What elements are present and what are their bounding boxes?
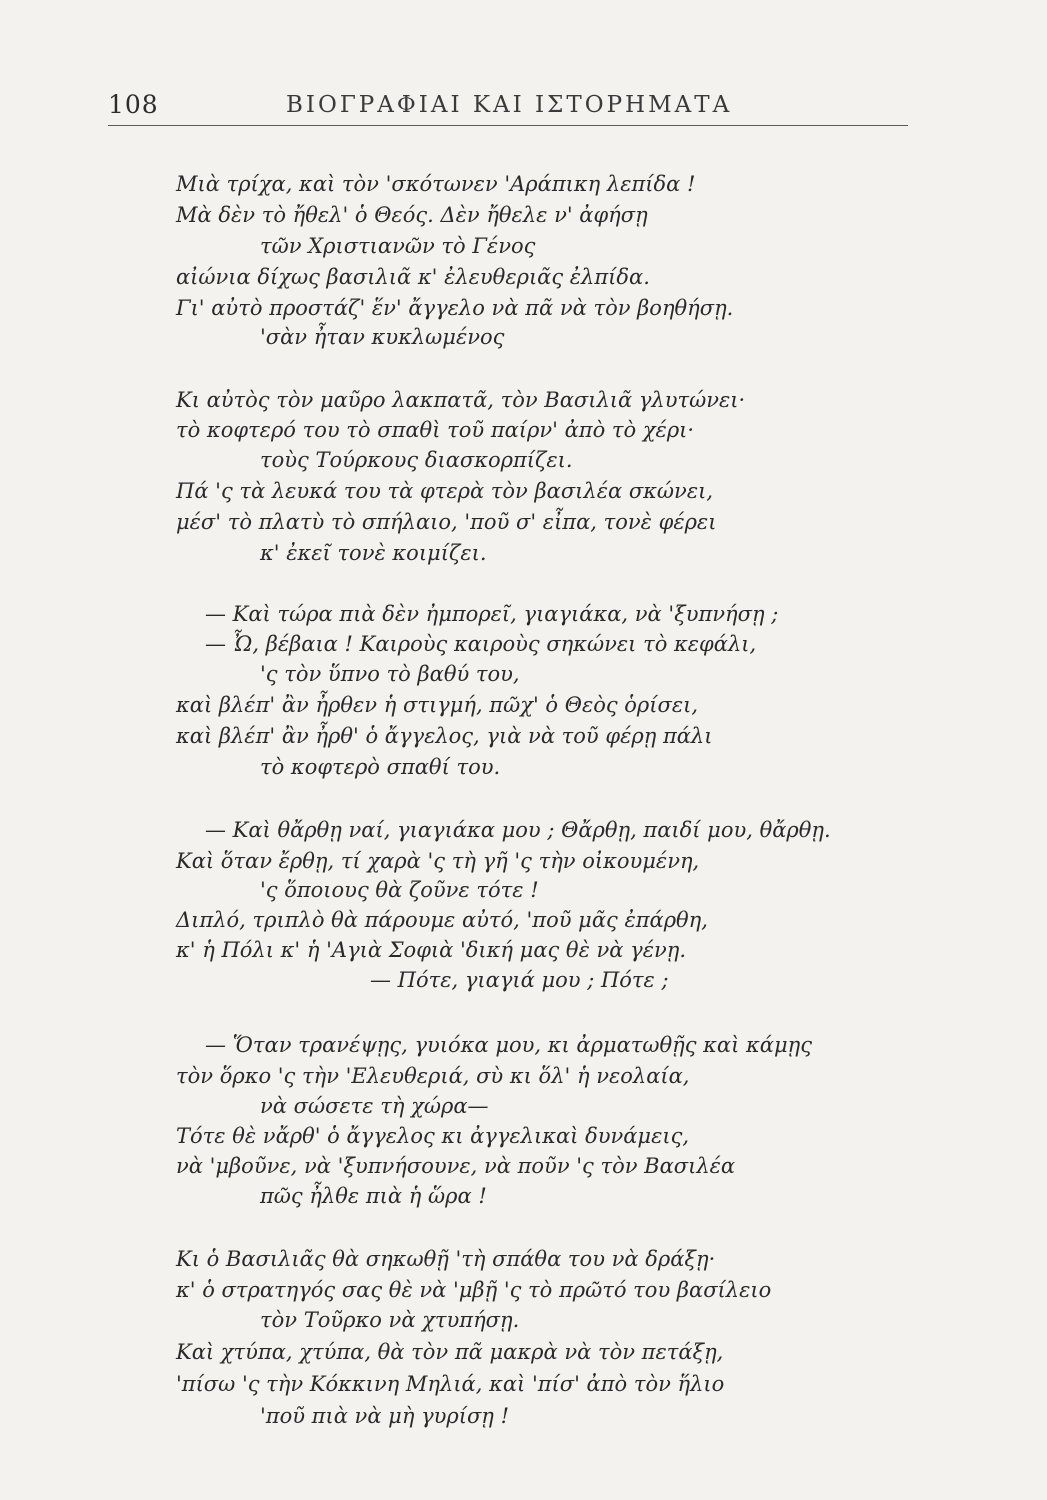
poem-line: αἰώνια δίχως βασιλιᾶ κ' ἐλευθεριᾶς ἐλπίδα. <box>176 265 650 289</box>
poem-line: — Ὦ, βέβαια ! Καιροὺς καιροὺς σηκώνει τὸ κεφάλι, <box>205 632 757 656</box>
poem-line: τῶν Χριστιανῶν τὸ Γένος <box>260 234 536 258</box>
poem-line: — Πότε, γιαγιά μου ; Πότε ; <box>370 968 669 992</box>
poem-line: 'ς τὸν ὕπνο τὸ βαθύ του, <box>260 662 520 686</box>
poem-line: μέσ' τὸ πλατὺ τὸ σπήλαιο, 'ποῦ σ' εἶπα, τονὲ φέρει <box>176 510 717 534</box>
poem-line: Κι ὁ Βασιλιᾶς θὰ σηκωθῇ 'τὴ σπάθα του νὰ δράξῃ· <box>176 1247 716 1271</box>
poem-line: τὸν ὅρκο 'ς τὴν 'Ελευθεριά, σὺ κι ὅλ' ἡ νεολαία, <box>176 1064 690 1088</box>
poem-line: κ' ἐκεῖ τονὲ κοιμίζει. <box>260 541 487 565</box>
poem-line: Πά 'ς τὰ λευκά του τὰ φτερὰ τὸν βασιλέα σκώνει, <box>176 479 713 503</box>
poem-line: Μὰ δὲν τὸ ἤθελ' ὁ Θεός. Δὲν ἤθελε ν' ἀφήσῃ <box>176 203 648 227</box>
poem-line: Μιὰ τρίχα, καὶ τὸν 'σκότωνεν 'Αράπικη λεπίδα ! <box>176 172 696 196</box>
page-number: 108 <box>108 90 159 119</box>
poem-line: 'ποῦ πιὰ νὰ μὴ γυρίσῃ ! <box>260 1404 510 1428</box>
poem-line: — Καὶ τώρα πιὰ δὲν ἠμπορεῖ, γιαγιάκα, νὰ 'ξυπνήσῃ ; <box>205 602 779 626</box>
poem-line: 'σὰν ἦταν κυκλωμένος <box>260 325 505 349</box>
poem-line: τὸ κοφτερὸ σπαθί του. <box>260 755 501 779</box>
poem-line: τοὺς Τούρκους διασκορπίζει. <box>260 448 573 472</box>
poem-line: 'ς ὅποιους θὰ ζοῦνε τότε ! <box>260 878 539 902</box>
poem-line: 'πίσω 'ς τὴν Κόκκινη Μηλιά, καὶ 'πίσ' ἀπὸ τὸν ἥλιο <box>176 1372 725 1396</box>
poem-line: — Ὅταν τρανέψῃς, γυιόκα μου, κι ἀρματωθῇς καὶ κάμῃς <box>205 1033 812 1057</box>
poem-line: τὸ κοφτερό του τὸ σπαθὶ τοῦ παίρν' ἀπὸ τὸ χέρι· <box>176 418 695 442</box>
header-rule <box>108 125 908 126</box>
poem-line: Κι αὐτὸς τὸν μαῦρο λακπατᾶ, τὸν Βασιλιᾶ γλυτώνει· <box>176 388 746 412</box>
poem-line: — Καὶ θἄρθῃ ναί, γιαγιάκα μου ; Θἄρθῃ, παιδί μου, θἄρθῃ. <box>205 818 831 842</box>
poem-line: κ' ὁ στρατηγός σας θὲ νὰ 'μβῇ 'ς τὸ πρῶτό του βασίλειο <box>176 1278 772 1302</box>
poem-line: καὶ βλέπ' ἂν ἦρθ' ὁ ἄγγελος, γιὰ νὰ τοῦ φέρῃ πάλι <box>176 724 713 748</box>
page-header <box>108 86 908 126</box>
poem-line: Καὶ ὅταν ἔρθῃ, τί χαρὰ 'ς τὴ γῆ 'ς τὴν οἰκουμένη, <box>176 849 700 873</box>
poem-line: κ' ἡ Πόλι κ' ἡ 'Αγιὰ Σοφιὰ 'δική μας θὲ νὰ γένῃ. <box>176 938 686 962</box>
poem-line: πῶς ἦλθε πιὰ ἡ ὥρα ! <box>260 1184 487 1208</box>
poem-line: καὶ βλέπ' ἂν ἦρθεν ἡ στιγμή, πῶχ' ὁ Θεὸς ὁρίσει, <box>176 693 699 717</box>
poem-line: τὸν Τοῦρκο νὰ χτυπήσῃ. <box>260 1308 520 1332</box>
poem-line: Γι' αὐτὸ προστάζ' ἕν' ἄγγελο νὰ πᾶ νὰ τὸν βοηθήσῃ. <box>176 296 734 320</box>
poem-line: Τότε θὲ νἄρθ' ὁ ἄγγελος κι ἀγγελικαὶ δυνάμεις, <box>176 1124 690 1148</box>
poem-line: νὰ 'μβοῦνε, νὰ 'ξυπνήσουνε, νὰ ποῦν 'ς τὸν Βασιλέα <box>176 1154 736 1178</box>
poem-line: Διπλό, τριπλὸ θὰ πάρουμε αὐτό, 'ποῦ μᾶς ἐπάρθη, <box>176 908 708 932</box>
poem-line: νὰ σώσετε τὴ χώρα— <box>260 1094 489 1118</box>
poem-line: Καὶ χτύπα, χτύπα, θὰ τὸν πᾶ μακρὰ νὰ τὸν πετάξῃ, <box>176 1340 724 1364</box>
running-title: ΒΙΟΓΡΑΦΙΑΙ ΚΑΙ ΙΣΤΟΡΗΜΑΤΑ <box>286 92 733 118</box>
